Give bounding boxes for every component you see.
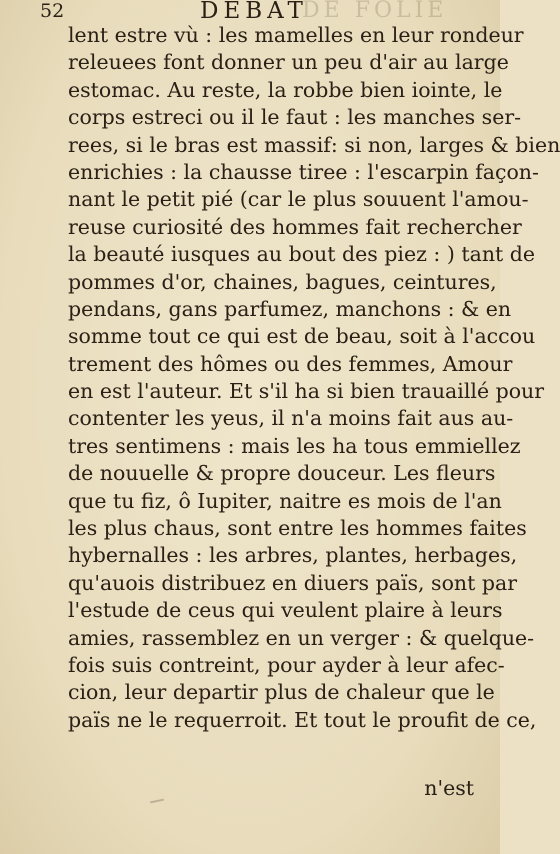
text-line: corps estreci ou il le faut : les manches ser- [68,105,522,130]
text-line: lent estre vù : les mamelles en leur rondeur [68,23,524,47]
text-line: enrichies : la chausse tiree : l'escarpin façon- [68,159,539,184]
text-line: que tu fiz, ô Iupiter, naitre es mois de l'an [68,488,502,513]
text-line: les plus chaus, sont entre les hommes faites [68,516,527,541]
text-line: nant le petit pié (car le plus souuent l'amou- [68,187,529,212]
paper-speck [150,799,164,804]
bleed-through-text: DE FOLIE [302,0,448,23]
text-line: amies, rassemblez en un verger : & quelque- [68,625,535,650]
text-line: contenter les yeus, il n'a moins fait aus au- [68,406,514,431]
catchword: n'est [424,776,474,800]
text-line: fois suis contreint, pour ayder à leur afec- [68,652,505,677]
text-line: l'estude de ceus qui veulent plaire à leurs [68,598,503,623]
text-line: reuse curiosité des hommes fait rechercher [68,214,522,239]
text-line: pommes d'or, chaines, bagues, ceintures, [68,269,497,294]
text-line: en est l'auteur. Et s'il ha si bien trauaillé pour [68,379,545,404]
body-text [68,22,560,734]
text-line: releuees font donner un peu d'air au large [68,50,509,75]
text-line: qu'auois distribuez en diuers païs, sont par [68,570,518,595]
text-line: de nouuelle & propre douceur. Les fleurs [68,461,496,486]
running-head: DEBAT [200,0,308,24]
text-line: rees, si le bras est massif: si non, larges & bien [68,132,560,157]
page-number: 52 [40,0,65,22]
text-line: cion, leur departir plus de chaleur que le [68,680,495,705]
text-line: estomac. Au reste, la robbe bien iointe, le [68,77,503,102]
text-line: païs ne le requerroit. Et tout le proufit de ce, [68,707,537,732]
text-line: trement des hômes ou des femmes, Amour [68,351,513,376]
text-line: tres sentimens : mais les ha tous emmiellez [68,433,521,458]
text-line: la beauté iusques au bout des piez : ) tant de [68,242,536,267]
text-line: hybernalles : les arbres, plantes, herbages, [68,543,518,568]
text-line: somme tout ce qui est de beau, soit à l'accou [68,324,536,349]
text-line: pendans, gans parfumez, manchons : & en [68,296,512,321]
